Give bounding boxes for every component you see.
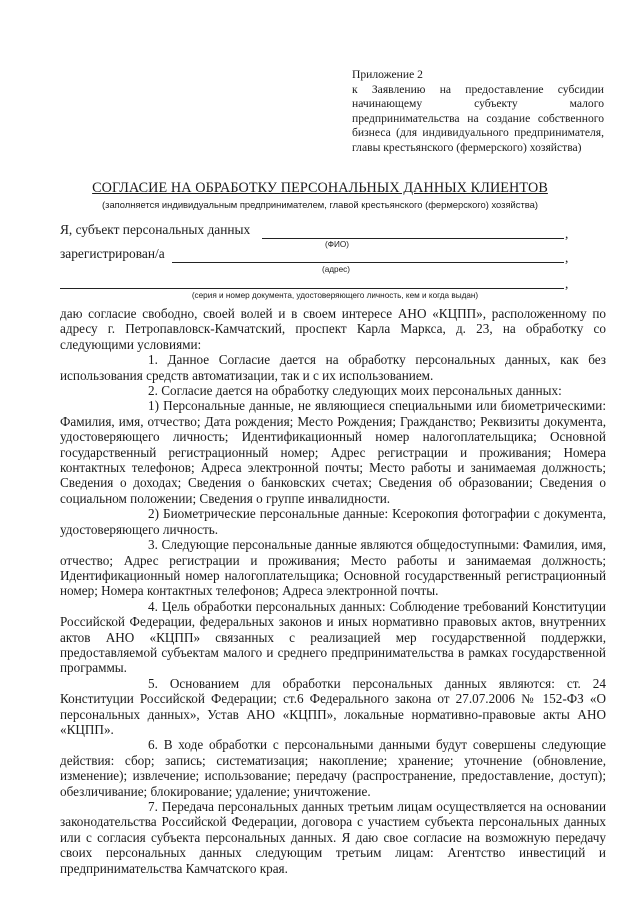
clause-text: Биометрические персональные данные: Ксерокопия фотографии с документа, удостоверяющего личность.: [60, 506, 606, 537]
clause-number: 6.: [148, 737, 158, 753]
paragraph-text: даю согласие свободно, своей волей и в своем интересе АНО «КЦПП», расположенному по адресу г. Петропавловск-Камчатский, проспект Карла Маркса, д. 23, на обработку со следующими условиями:: [60, 306, 606, 352]
address-caption: (адрес): [322, 265, 350, 274]
address-field[interactable]: [172, 262, 564, 263]
clause-text: Основанием для обработки персональных данных являются: ст. 24 Конституции Российской Федерации; ст.6 Федерального закона от 27.07.2006 № 152-ФЗ «О персональных данных», Устав АНО «КЦПП», локальные нормативно-правовые акты АНО «КЦПП».: [60, 675, 606, 737]
clause-number: 1.: [148, 352, 158, 368]
fio-caption: (ФИО): [325, 240, 349, 249]
clause-text: Персональные данные, не являющиеся специальными или биометрическими: Фамилия, имя, отчество; Дата рождения; Место Рождения; Гражданство; Реквизиты документа, удостоверяющего личность; Идентификационный номер налогоплательщика; Основной государственный регистрационный номер; Адрес регистрации и проживания; Номера контактных телефонов; Адреса электронной почты; Место работы и занимаемая должность; Сведения о доходах; Сведения о банковских счетах; Сведения об образовании; Сведения о социальном положении; Сведения о группе инвалидности.: [60, 398, 607, 506]
document-caption: (серия и номер документа, удостоверяющего личность, кем и когда выдан): [191, 291, 479, 300]
consent-clause-4: [60, 599, 606, 676]
consent-clause-2: [60, 383, 606, 398]
document-subtitle: (заполняется индивидуальным предпринимателем, главой крестьянского (фермерского) хозяйства): [102, 199, 538, 210]
consent-clause-6: [60, 737, 606, 799]
clause-text: Согласие дается на обработку следующих моих персональных данных:: [161, 383, 562, 399]
clause-number: 2): [148, 506, 159, 522]
consent-clause-1: [60, 352, 606, 383]
clause-text: Цель обработки персональных данных: Соблюдение требований Конституции Российской Федерации, федеральных законов и иных нормативно правовых актов, внутренних актов АНО «КЦПП» связанных с реализацией мер государственной поддержки, предоставляемой субъектам малого и среднего предпринимательства в рамках государственной программы.: [60, 598, 606, 676]
clause-number: 5.: [148, 675, 158, 691]
appendix-block: [352, 68, 604, 156]
document-comma: ,: [565, 276, 569, 291]
registered-label: зарегистрирован/а: [60, 246, 165, 261]
clause-number: 7.: [148, 799, 158, 814]
consent-body: [60, 306, 606, 876]
document-title: СОГЛАСИЕ НА ОБРАБОТКУ ПЕРСОНАЛЬНЫХ ДАННЫХ КЛИЕНТОВ: [92, 180, 548, 196]
clause-number: 3.: [148, 537, 158, 553]
consent-subclause-1: [60, 398, 606, 506]
consent-subclause-2: [60, 506, 606, 537]
subject-label: Я, субъект персональных данных: [60, 222, 251, 237]
fio-field[interactable]: [262, 238, 564, 239]
consent-intro-paragraph: [60, 306, 606, 352]
fio-comma: ,: [565, 226, 569, 241]
appendix-text: к Заявлению на предоставление субсидии начинающему субъекту малого предпринимательства на создание собственного бизнеса (для индивидуального предпринимателя, главы крестьянского (фермерского) хозяйства): [352, 82, 604, 154]
consent-clause-7: [60, 799, 606, 876]
address-comma: ,: [565, 250, 569, 265]
clause-text: Следующие персональные данные являются общедоступными: Фамилия, имя, отчество; Адрес регистрации и проживания; Место работы и занимаемая должность; Идентификационный номер налогоплательщика; Основной государственный регистрационный номер; Номера контактных телефонов; Адреса электронной почты.: [60, 537, 607, 599]
appendix-heading: Приложение 2: [352, 68, 423, 81]
clause-number: 4.: [148, 598, 158, 614]
clause-text: Передача персональных данных третьим лицам осуществляется на основании законодательства Российской Федерации, договора с участием субъекта персональных данных или с согласия субъекта персональных данных. Я даю свое согласие на возможную передачу своих персональных данных следующим третьим лицам: Агентство инвестиций и предпринимательства Камчатского края.: [60, 799, 607, 876]
consent-clause-5: [60, 676, 606, 738]
clause-text: В ходе обработки с персональными данными будут совершены следующие действия: сбор; запись; систематизация; накопление; хранение; уточнение (обновление, изменение); извлечение; использование; передачу (распространение, предоставление, доступ); обезличивание; блокирование; удаление; уничтожение.: [60, 737, 606, 799]
clause-text: Данное Согласие дается на обработку персональных данных, как без использования средств автоматизации, так и с их использованием.: [60, 352, 607, 383]
clause-number: 1): [148, 398, 159, 414]
consent-clause-3: [60, 537, 606, 599]
document-field[interactable]: [60, 288, 564, 289]
clause-number: 2.: [148, 383, 158, 399]
